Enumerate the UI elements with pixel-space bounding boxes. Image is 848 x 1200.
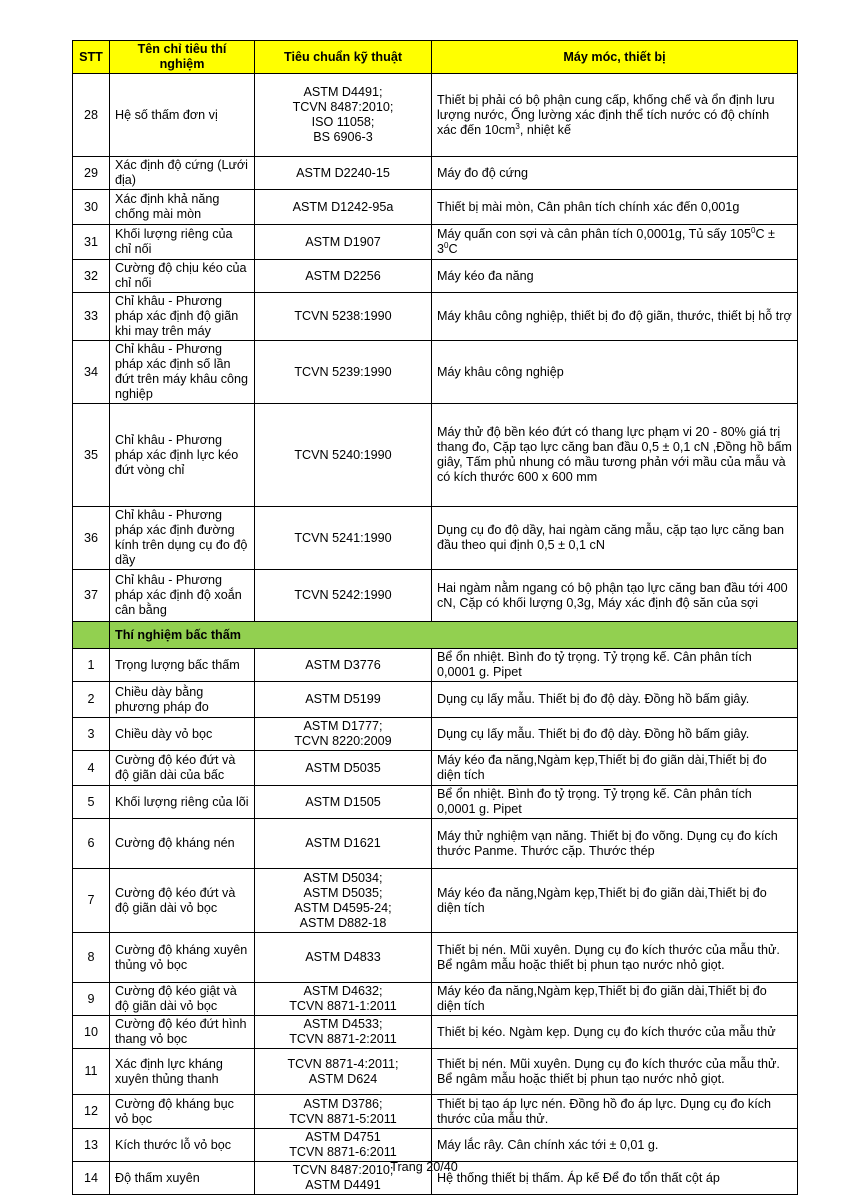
row-standard xyxy=(255,225,432,260)
standard-line: ASTM D2240-15 xyxy=(296,165,390,180)
table-row xyxy=(73,819,798,869)
standard-line: ASTM D1777; xyxy=(303,719,383,733)
table-row xyxy=(73,649,798,682)
standard-line: ASTM D5034; xyxy=(303,870,383,885)
row-stt: 14 xyxy=(73,1162,110,1195)
standard-line: ASTM D882-18 xyxy=(299,915,387,930)
row-equipment: Máy kéo đa năng,Ngàm kẹp,Thiết bị đo giãn dài,Thiết bị đo diện tích xyxy=(432,751,798,786)
standard-line: ASTM D1907 xyxy=(305,234,381,249)
row-equipment: Bể ổn nhiệt. Bình đo tỷ trọng. Tỷ trọng kế. Cân phân tích 0,0001 g. Pipet xyxy=(432,786,798,819)
row-equipment: Thiết bị nén. Mũi xuyên. Dụng cụ đo kích thước của mẫu thử. Bể ngâm mẫu hoặc thiết bị phun tạo nước nhỏ giọt. xyxy=(432,933,798,983)
row-test-name: Xác định độ cứng (Lưới địa) xyxy=(110,157,255,190)
standard-line: TCVN 8487:2010; xyxy=(292,100,394,114)
row-equipment: Thiết bị phải có bộ phận cung cấp, khống chế và ổn định lưu lượng nước, Ống lường xác định thể tích nước có độ chính xác đến $10cm^3$, nhiệt kế xyxy=(432,74,798,157)
table-row xyxy=(73,74,798,157)
row-equipment: Thiết bị kéo. Ngàm kẹp. Dụng cụ đo kích thước của mẫu thử xyxy=(432,1016,798,1049)
standard-line: ASTM D4491; xyxy=(303,85,383,99)
row-standard xyxy=(255,190,432,225)
standard-line: ASTM D4595-24; xyxy=(294,900,392,915)
row-test-name: Cường độ kéo đứt và độ giãn dài của bấc xyxy=(110,751,255,786)
row-standard xyxy=(255,983,432,1016)
standard-line: TCVN 8871-1:2011 xyxy=(289,999,397,1013)
section-title: Thí nghiệm bấc thấm xyxy=(110,622,798,649)
row-test-name: Kích thước lỗ vỏ bọc xyxy=(110,1129,255,1162)
standard-line: ASTM D1505 xyxy=(305,794,381,809)
table-row xyxy=(73,682,798,718)
row-test-name: Cường độ kéo đứt và độ giãn dài vỏ bọc xyxy=(110,869,255,933)
table-row xyxy=(73,341,798,404)
row-equipment: Máy quấn con sợi và cân phân tích 0,0001g, Tủ sấy $105^0C \pm 3^0C$ xyxy=(432,225,798,260)
row-stt: 7 xyxy=(73,869,110,933)
table-row xyxy=(73,751,798,786)
row-stt: 31 xyxy=(73,225,110,260)
row-standard xyxy=(255,819,432,869)
row-equipment: Máy kéo đa năng,Ngàm kẹp,Thiết bị đo giãn dài,Thiết bị đo diện tích xyxy=(432,869,798,933)
standard-line: TCVN 8871-4:2011; xyxy=(287,1056,399,1071)
row-standard xyxy=(255,260,432,293)
row-test-name: Xác định lực kháng xuyên thủng thanh xyxy=(110,1049,255,1095)
page-number: Trang 20/40 xyxy=(390,1160,458,1174)
row-standard xyxy=(255,570,432,622)
row-standard xyxy=(255,404,432,507)
row-equipment: Hệ thống thiết bị thấm. Áp kế Để đo tổn thất cột áp xyxy=(432,1162,798,1195)
standard-line: ASTM D1621 xyxy=(305,836,381,850)
table-row xyxy=(73,1016,798,1049)
row-stt: 5 xyxy=(73,786,110,819)
standard-line: TCVN 8871-6:2011 xyxy=(289,1145,397,1159)
row-stt: 29 xyxy=(73,157,110,190)
standard-line: TCVN 5240:1990 xyxy=(294,447,392,462)
header-stt: STT xyxy=(73,41,110,74)
row-stt: 28 xyxy=(73,74,110,157)
row-stt: 10 xyxy=(73,1016,110,1049)
standard-line: TCVN 5242:1990 xyxy=(294,588,392,602)
row-stt: 6 xyxy=(73,819,110,869)
row-equipment: Máy thử nghiệm vạn năng. Thiết bị đo võng. Dụng cụ đo kích thước Panme. Thước cặp. Thước thép xyxy=(432,819,798,869)
row-test-name: Chỉ khâu - Phương pháp xác định đường kính trên dụng cụ đo độ dầy xyxy=(110,507,255,570)
standard-line: TCVN 8220:2009 xyxy=(294,734,392,748)
row-standard xyxy=(255,507,432,570)
row-stt: 35 xyxy=(73,404,110,507)
table-row xyxy=(73,404,798,507)
standard-line: ASTM D624 xyxy=(308,1071,378,1086)
header-equipment: Máy móc, thiết bị xyxy=(432,41,798,74)
row-equipment: Thiết bị mài mòn, Cân phân tích chính xác đến 0,001g xyxy=(432,190,798,225)
table-row xyxy=(73,190,798,225)
row-equipment: Máy khâu công nghiệp xyxy=(432,341,798,404)
row-test-name: Khối lượng riêng của lõi xyxy=(110,786,255,819)
table-row xyxy=(73,983,798,1016)
row-equipment: Hai ngàm nằm ngang có bộ phận tạo lực căng ban đầu tới 400 cN, Cặp có khối lượng 0,3g, Máy xác định độ săn của sợi xyxy=(432,570,798,622)
header-test-name: Tên chỉ tiêu thí nghiệm xyxy=(110,41,255,74)
row-test-name: Chỉ khâu - Phương pháp xác định độ giãn khi may trên máy xyxy=(110,293,255,341)
table-row xyxy=(73,293,798,341)
row-equipment: Thiết bị nén. Mũi xuyên. Dụng cụ đo kích thước của mẫu thử. Bể ngâm mẫu hoặc thiết bị phun tạo nước nhỏ giọt. xyxy=(432,1049,798,1095)
standard-line: ASTM D3776 xyxy=(305,657,381,672)
standard-line: ASTM D4632; xyxy=(303,984,383,998)
row-test-name: Chỉ khâu - Phương pháp xác định lực kéo đứt vòng chỉ xyxy=(110,404,255,507)
row-standard xyxy=(255,933,432,983)
row-test-name: Trọng lượng bấc thấm xyxy=(110,649,255,682)
row-standard xyxy=(255,74,432,157)
row-standard xyxy=(255,718,432,751)
row-test-name: Chiều dày vỏ bọc xyxy=(110,718,255,751)
standard-line: ASTM D4491 xyxy=(305,1178,381,1192)
standard-line: ASTM D4751 xyxy=(305,1130,381,1144)
standard-line: ASTM D1242-95a xyxy=(292,199,394,214)
row-standard xyxy=(255,1016,432,1049)
row-standard xyxy=(255,1049,432,1095)
standard-line: TCVN 8871-2:2011 xyxy=(289,1032,397,1046)
row-equipment: Máy kéo đa năng,Ngàm kẹp,Thiết bị đo giãn dài,Thiết bị đo diện tích xyxy=(432,983,798,1016)
standard-line: ASTM D4833 xyxy=(305,950,381,964)
row-standard xyxy=(255,157,432,190)
row-standard xyxy=(255,293,432,341)
table-row xyxy=(73,718,798,751)
table-row xyxy=(73,260,798,293)
row-stt: 1 xyxy=(73,649,110,682)
row-stt: 8 xyxy=(73,933,110,983)
row-equipment: Máy đo độ cứng xyxy=(432,157,798,190)
row-standard xyxy=(255,1129,432,1162)
section-stt-cell xyxy=(73,622,110,649)
row-stt: 11 xyxy=(73,1049,110,1095)
row-stt: 13 xyxy=(73,1129,110,1162)
row-stt: 3 xyxy=(73,718,110,751)
table-header-row xyxy=(73,41,798,74)
row-test-name: Cường độ chịu kéo của chỉ nối xyxy=(110,260,255,293)
row-equipment: Bể ổn nhiệt. Bình đo tỷ trọng. Tỷ trọng kế. Cân phân tích 0,0001 g. Pipet xyxy=(432,649,798,682)
row-test-name: Cường độ kéo đứt hình thang vỏ bọc xyxy=(110,1016,255,1049)
table-row xyxy=(73,1095,798,1129)
standard-line: BS 6906-3 xyxy=(313,130,373,144)
row-stt: 36 xyxy=(73,507,110,570)
row-equipment: Máy kéo đa năng xyxy=(432,260,798,293)
row-equipment: Máy lắc rây. Cân chính xác tới ± 0,01 g. xyxy=(432,1129,798,1162)
row-stt: 12 xyxy=(73,1095,110,1129)
table-row xyxy=(73,225,798,260)
row-equipment: Dụng cụ lấy mẫu. Thiết bị đo độ dày. Đồng hồ bấm giây. xyxy=(432,682,798,718)
standard-line: ASTM D3786; xyxy=(303,1096,383,1111)
section-row xyxy=(73,622,798,649)
standard-line: TCVN 5239:1990 xyxy=(294,364,392,379)
standard-line: ASTM D2256 xyxy=(305,268,381,283)
table-row xyxy=(73,869,798,933)
row-test-name: Chỉ khâu - Phương pháp xác định độ xoắn cân bằng xyxy=(110,570,255,622)
table-row xyxy=(73,786,798,819)
table-row xyxy=(73,933,798,983)
row-stt: 32 xyxy=(73,260,110,293)
header-standard: Tiêu chuẩn kỹ thuật xyxy=(255,41,432,74)
standard-line: ASTM D5035 xyxy=(305,760,381,775)
table-row xyxy=(73,507,798,570)
row-equipment: Dụng cụ đo độ dầy, hai ngàm căng mẫu, cặp tạo lực căng ban đầu theo qui định 0,5 ± 0,1 cN xyxy=(432,507,798,570)
standard-line: ISO 11058; xyxy=(311,115,375,129)
row-test-name: Xác định khả năng chống mài mòn xyxy=(110,190,255,225)
row-test-name: Cường độ kháng xuyên thủng vỏ bọc xyxy=(110,933,255,983)
row-standard xyxy=(255,1095,432,1129)
row-equipment: Máy thử độ bền kéo đứt có thang lực phạm vi 20 - 80% giá trị thang đo, Cặp tạo lực căng ban đầu 0,5 ± 0,1 cN ,Đồng hồ bấm giây, Tấm phủ nhung có mầu tương phản với mầu của mẫu và có kích thước 600 x 600 mm xyxy=(432,404,798,507)
row-stt: 34 xyxy=(73,341,110,404)
standard-line: TCVN 5241:1990 xyxy=(294,530,392,545)
row-test-name: Chỉ khâu - Phương pháp xác định số lần đứt trên máy khâu công nghiệp xyxy=(110,341,255,404)
row-test-name: Độ thấm xuyên xyxy=(110,1162,255,1195)
row-standard xyxy=(255,649,432,682)
row-equipment: Thiết bị tạo áp lực nén. Đồng hồ đo áp lực. Dụng cụ đo kích thước của mẫu thử. xyxy=(432,1095,798,1129)
table-row xyxy=(73,1049,798,1095)
row-test-name: Khối lượng riêng của chỉ nối xyxy=(110,225,255,260)
standard-line: ASTM D5035; xyxy=(303,885,383,900)
table-row xyxy=(73,157,798,190)
table-row xyxy=(73,570,798,622)
row-test-name: Cường độ kháng bục vỏ bọc xyxy=(110,1095,255,1129)
row-standard xyxy=(255,341,432,404)
row-stt: 9 xyxy=(73,983,110,1016)
table-body xyxy=(73,74,798,1195)
standard-line: ASTM D4533; xyxy=(303,1017,383,1031)
standard-line: TCVN 8487:2010; xyxy=(292,1163,394,1177)
standard-line: TCVN 5238:1990 xyxy=(294,309,392,323)
row-test-name: Cường độ kéo giật và độ giãn dài vỏ bọc xyxy=(110,983,255,1016)
row-stt: 2 xyxy=(73,682,110,718)
row-standard xyxy=(255,786,432,819)
table-row xyxy=(73,1129,798,1162)
row-stt: 4 xyxy=(73,751,110,786)
row-standard xyxy=(255,751,432,786)
row-standard xyxy=(255,682,432,718)
row-test-name: Chiều dày bằng phương pháp đo xyxy=(110,682,255,718)
row-equipment: Dụng cụ lấy mẫu. Thiết bị đo độ dày. Đồng hồ bấm giây. xyxy=(432,718,798,751)
test-standards-table xyxy=(72,40,798,1195)
standard-line: ASTM D5199 xyxy=(305,692,381,706)
row-stt: 37 xyxy=(73,570,110,622)
row-stt: 33 xyxy=(73,293,110,341)
row-equipment: Máy khâu công nghiệp, thiết bị đo độ giãn, thước, thiết bị hỗ trợ xyxy=(432,293,798,341)
row-test-name: Hệ số thấm đơn vị xyxy=(110,74,255,157)
row-stt: 30 xyxy=(73,190,110,225)
row-test-name: Cường độ kháng nén xyxy=(110,819,255,869)
row-standard xyxy=(255,869,432,933)
standard-line: TCVN 8871-5:2011 xyxy=(289,1111,397,1126)
